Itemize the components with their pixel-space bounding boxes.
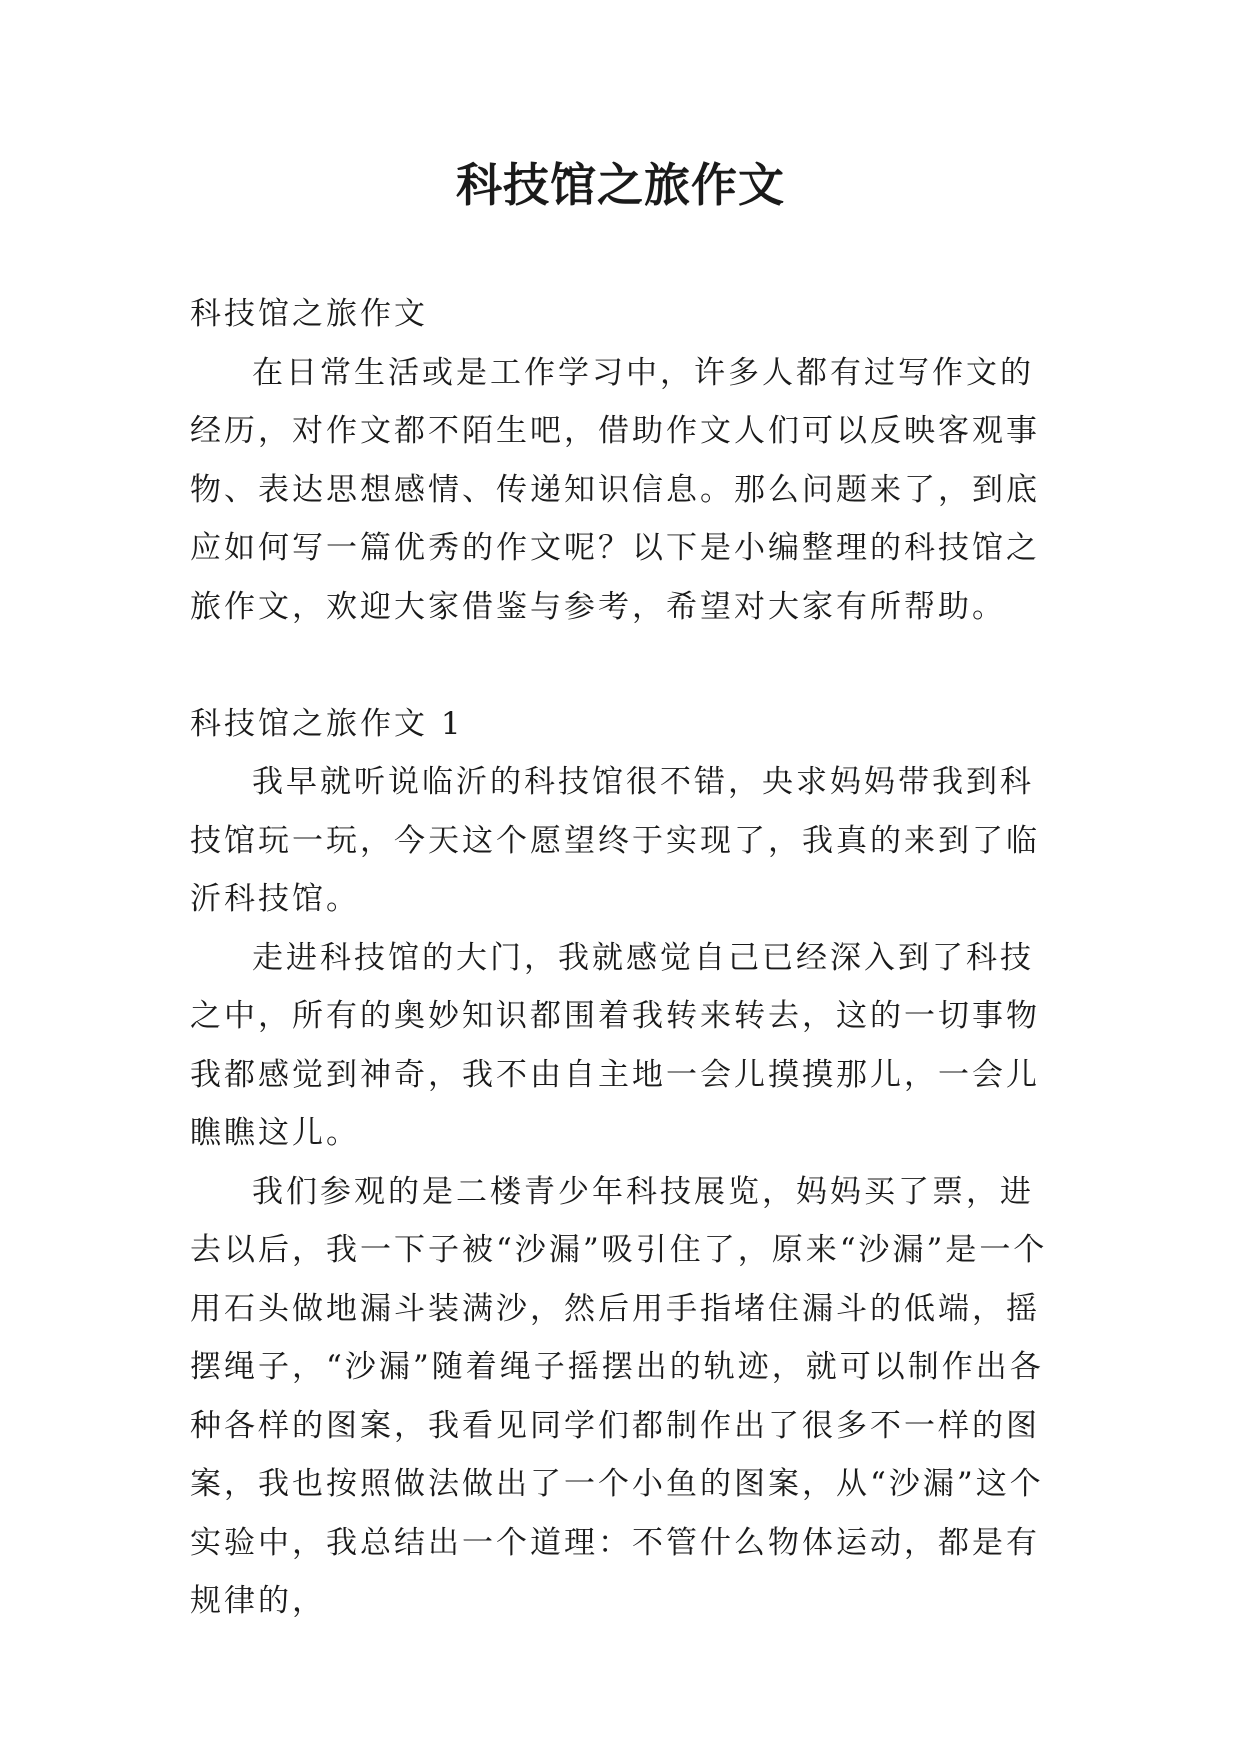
intro-paragraph: 在日常生活或是工作学习中，许多人都有过写作文的经历，对作文都不陌生吧，借助作文人们可以反映客观事物、表达思想感情、传递知识信息。那么问题来了，到底应如何写一篇优秀的作文呢？以下是小编整理的科技馆之旅作文，欢迎大家借鉴与参考，希望对大家有所帮助。 [190,354,1040,625]
section-1-paragraph-3: 我们参观的是二楼青少年科技展览，妈妈买了票，进去以后，我一下子被“沙漏”吸引住了，原来“沙漏”是一个用石头做地漏斗装满沙，然后用手指堵住漏斗的低端，摇摆绳子，“沙漏”随着绳子摇摆出的轨迹，就可以制作出各种各样的图案，我看见同学们都制作出了很多不一样的图案，我也按照做法做出了一个小鱼的图案，从“沙漏”这个实验中，我总结出一个道理：不管什么物体运动，都是有规律的， [190,1173,1048,1619]
section-1-heading: 科技馆之旅作文 1 [190,705,464,742]
section-1-paragraph-1: 我早就听说临沂的科技馆很不错，央求妈妈带我到科技馆玩一玩，今天这个愿望终于实现了，我真的来到了临沂科技馆。 [190,764,1040,917]
document-title: 科技馆之旅作文 [456,158,785,212]
section-1-paragraph-2: 走进科技馆的大门，我就感觉自己已经深入到了科技之中，所有的奥妙知识都围着我转来转去，这的一切事物我都感觉到神奇，我不由自主地一会儿摸摸那儿，一会儿瞧瞧这儿。 [190,939,1040,1151]
section-spacer [190,636,1060,695]
document-body [190,285,1060,1631]
intro-heading: 科技馆之旅作文 [190,296,428,332]
